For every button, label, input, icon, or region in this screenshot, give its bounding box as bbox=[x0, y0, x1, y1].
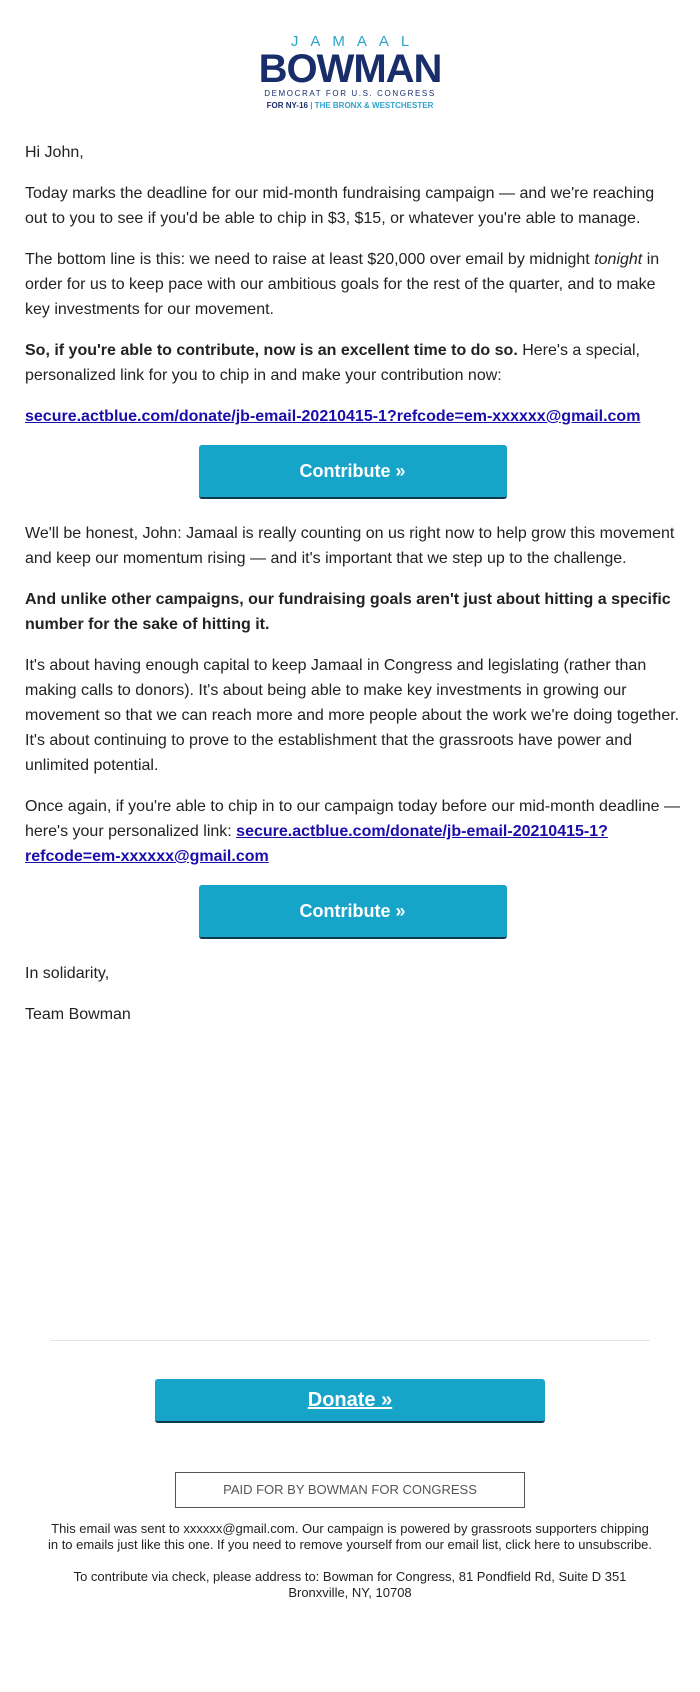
logo-district bbox=[0, 100, 700, 112]
campaign-logo bbox=[0, 34, 700, 112]
paragraph-bottom-line bbox=[25, 247, 680, 322]
donate-button-wrap bbox=[0, 1379, 700, 1423]
bottom-line-text-b: in order for us to keep pace with our ambitious goals for the rest of the quarter, and to make key investments for our movement. bbox=[25, 251, 660, 318]
logo-last-name: BOWMAN bbox=[258, 47, 442, 91]
email-body bbox=[25, 140, 680, 1043]
paragraph-link bbox=[25, 404, 680, 429]
personalized-donate-link[interactable]: secure.actblue.com/donate/jb-email-20210415-1?refcode=em-xxxxxx@gmail.com bbox=[25, 408, 641, 425]
contribute-button-2[interactable]: Contribute » bbox=[199, 885, 507, 939]
paragraph-once-again bbox=[25, 794, 680, 869]
bottom-line-text-a: The bottom line is this: we need to raise at least $20,000 over email by midnight bbox=[25, 251, 595, 268]
contribute-button-wrap-2 bbox=[25, 885, 680, 939]
paragraph-contribute-now bbox=[25, 338, 680, 388]
contribute-now-bold: So, if you're able to contribute, now is an excellent time to do so. bbox=[25, 342, 518, 359]
bottom-line-emphasis: tonight bbox=[594, 251, 643, 268]
contribute-now-rest: Here's a special, personalized link for you to chip in and make your contribution now: bbox=[25, 342, 640, 384]
logo-first-name: JAMAAL bbox=[290, 33, 422, 50]
footer bbox=[45, 1521, 655, 1617]
paragraph-goals bbox=[25, 587, 680, 637]
footer-divider bbox=[50, 1340, 650, 1341]
unsubscribe-notice[interactable]: This email was sent to xxxxxx@gmail.com. Our campaign is powered by grassroots supporters chipping in to emails just like this one. If you need to remove yourself from our email list, click here to unsubscribe. bbox=[47, 1521, 653, 1552]
personalized-donate-link-2[interactable]: secure.actblue.com/donate/jb-email-20210415-1?refcode=em-xxxxxx@gmail.com bbox=[25, 823, 608, 865]
donate-button[interactable]: Donate » bbox=[155, 1379, 545, 1423]
contribute-button[interactable]: Contribute » bbox=[199, 445, 507, 499]
paragraph-honest: We'll be honest, John: Jamaal is really counting on us right now to help grow this movement and keep our momentum rising — and it's important that we step up to the challenge. bbox=[25, 525, 675, 567]
paid-for-disclaimer: PAID FOR BY BOWMAN FOR CONGRESS bbox=[175, 1472, 525, 1508]
logo-tagline: DEMOCRAT FOR U.S. CONGRESS bbox=[264, 89, 436, 98]
greeting: Hi John, bbox=[25, 144, 84, 161]
closing: In solidarity, bbox=[25, 965, 110, 982]
paragraph-deadline: Today marks the deadline for our mid-month fundraising campaign — and we're reaching out to you to see if you'd be able to chip in $3, $15, or whatever you're able to manage. bbox=[25, 185, 655, 227]
once-again-text: Once again, if you're able to chip in to our campaign today before our mid-month deadline — here's your personalized link: bbox=[25, 798, 680, 840]
check-address: To contribute via check, please address to: Bowman for Congress, 81 Pondfield Rd, Suite D 351 Bronxville, NY, 10708 bbox=[73, 1569, 627, 1600]
goals-bold: And unlike other campaigns, our fundraising goals aren't just about hitting a specific number for the sake of hitting it. bbox=[25, 591, 671, 633]
logo-district-a: FOR NY-16 bbox=[266, 101, 308, 110]
signature: Team Bowman bbox=[25, 1006, 131, 1023]
logo-district-b: | THE BRONX & WESTCHESTER bbox=[310, 101, 434, 110]
contribute-button-wrap bbox=[25, 445, 680, 499]
paragraph-capital: It's about having enough capital to keep Jamaal in Congress and legislating (rather than making calls to donors). It's about being able to make key investments in growing our movement so that we can reach more and more people about the work we're doing together. It's about continuing to prove to the establishment that the grassroots have power and unlimited potential. bbox=[25, 657, 680, 774]
